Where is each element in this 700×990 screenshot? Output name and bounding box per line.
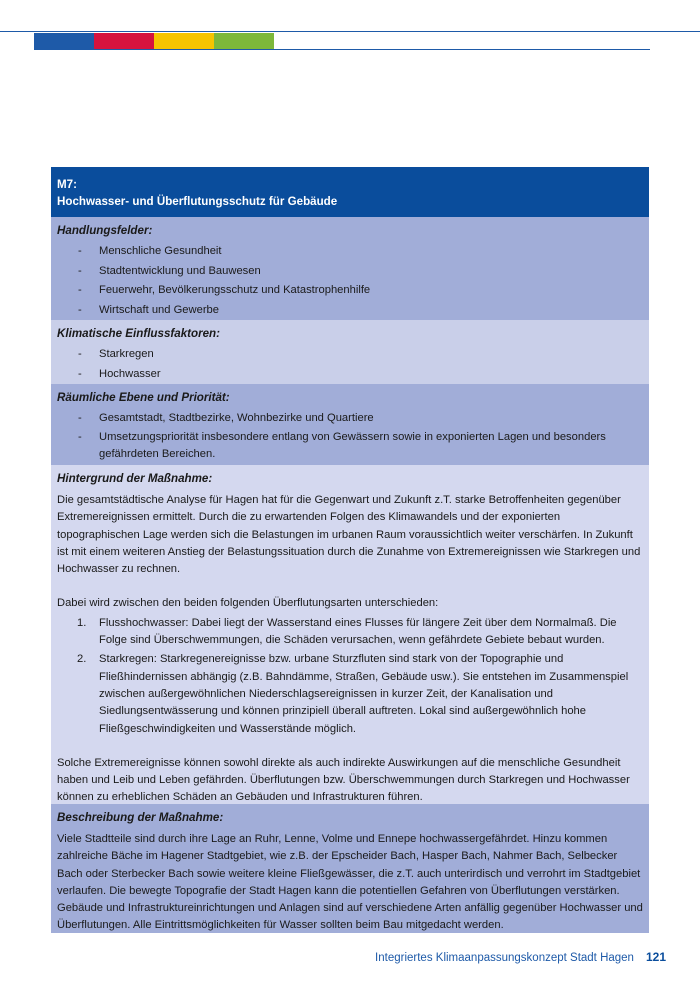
section-heading: Räumliche Ebene und Priorität: — [57, 391, 230, 404]
section-heading: Handlungsfelder: — [57, 224, 153, 237]
list-item: - Gesamtstadt, Stadtbezirke, Wohnbezirke und Quartiere — [78, 412, 374, 424]
color-bar-blue — [34, 33, 94, 49]
measure-name: Hochwasser- und Überflutungsschutz für Gebäude — [57, 195, 338, 208]
color-bar-red — [94, 33, 154, 49]
list-item: - Starkregen — [78, 348, 154, 360]
measure-code: M7: — [57, 178, 77, 191]
list-item: - Menschliche Gesundheit — [78, 245, 222, 257]
header-subrule — [34, 49, 650, 50]
section-heading: Klimatische Einflussfaktoren: — [57, 327, 220, 340]
list-item: 2. Starkregen: Starkregenereignisse bzw. urbane Sturzfluten sind stark von der Topographie und Fließhindernissen abhängig (z.B. Bahndämme, Straßen, Gebäude usw.). Sie entstehen im Zusammenspiel zwischen außergewöhnlichen Niederschlagsereignissen in kurzer Zeit, der Kanalisation und Siedlungsentwässerung und können prinzipiell überall auftreten. Lokal sind außergewöhnlich hohe Fließgeschwindigkeiten und Wasserstände möglich. — [77, 653, 629, 735]
color-bar-green — [214, 33, 274, 49]
footer-title: Integriertes Klimaanpassungskonzept Stadt Hagen — [375, 952, 634, 964]
measure-table — [51, 167, 649, 933]
list-item: - Stadtentwicklung und Bauwesen — [78, 264, 261, 277]
paragraph: Viele Stadtteile sind durch ihre Lage an Ruhr, Lenne, Volme und Ennepe hochwassergefährdet. Hinzu kommen zahlreiche Bäche im Hagener Stadtgebiet, wie z.B. der Epscheider Bach, Hasper Bach, Nahmer Bach, Selbecker Bach oder Sterbecker Bach sowie weitere kleine Fließgewässer, die z.T. auch unterirdisch und verrohrt im Stadtgebiet verlaufen. Die bewegte Topografie der Stadt Hagen kann die potentiellen Gefahren von Überflutungen verstärken. Gebäude und Infrastruktureinrichtungen und Anlagen sind auf verschiedene Arten anfällig gegenüber Hochwasser und Überflutungen. Alle Eintrittsmöglichkeiten für Wasser sollten beim Bau mitgedacht werden. — [57, 833, 643, 932]
paragraph: Solche Extremereignisse können sowohl direkte als auch indirekte Auswirkungen auf die menschliche Gesundheit haben und Leib und Leben gefährden. Überflutungen bzw. Überschwemmungen durch Starkregen und Hochwasser können zu erheblichen Schäden an Gebäuden und Infrastrukturen führen. — [57, 756, 630, 804]
page-number: 121 — [645, 950, 666, 964]
list-item: - Umsetzungspriorität insbesondere entlang von Gewässern sowie in exponierten Lagen und besonders gefährdeten Bereichen. — [78, 431, 606, 460]
section-heading: Beschreibung der Maßnahme: — [57, 811, 224, 824]
section-handlungsfelder — [51, 217, 649, 320]
list-item: - Hochwasser — [78, 367, 161, 380]
section-beschreibung — [51, 804, 649, 933]
section-raum — [51, 384, 649, 465]
list-item: - Wirtschaft und Gewerbe — [78, 303, 220, 316]
list-item: 1. Flusshochwasser: Dabei liegt der Wasserstand eines Flusses für längere Zeit über dem Normalmaß. Die Folge sind Überschwemmungen, die Schäden verursachen, wenn gefährdete Gebiete bebaut wurden. — [77, 616, 617, 647]
list-item: - Feuerwehr, Bevölkerungsschutz und Katastrophenhilfe — [78, 284, 371, 296]
section-hintergrund — [51, 465, 649, 804]
section-heading: Hintergrund der Maßnahme: — [57, 472, 213, 485]
color-bar-yellow — [154, 33, 214, 49]
header-rule — [0, 31, 700, 32]
measure-title — [51, 167, 649, 217]
section-klima — [51, 320, 649, 384]
page-footer — [0, 950, 666, 964]
paragraph: Die gesamtstädtische Analyse für Hagen hat für die Gegenwart und Zukunft z.T. starke Betroffenheiten gegenüber Extremereignissen ermittelt. Durch die zu erwartenden Folgen des Klimawandels und der exponierten topographischen Lage werden sich die Belastungen im urbanen Raum voraussichtlich weiter verschärfen. In Zukunft ist mit einem weiteren Anstieg der Belastungssituation durch die Zunahme von Extremereignissen wie Starkregen und Hochwasser zu rechnen. — [57, 494, 641, 576]
paragraph: Dabei wird zwischen den beiden folgenden Überflutungsarten unterschieden: — [57, 597, 439, 610]
color-bar — [34, 33, 274, 49]
